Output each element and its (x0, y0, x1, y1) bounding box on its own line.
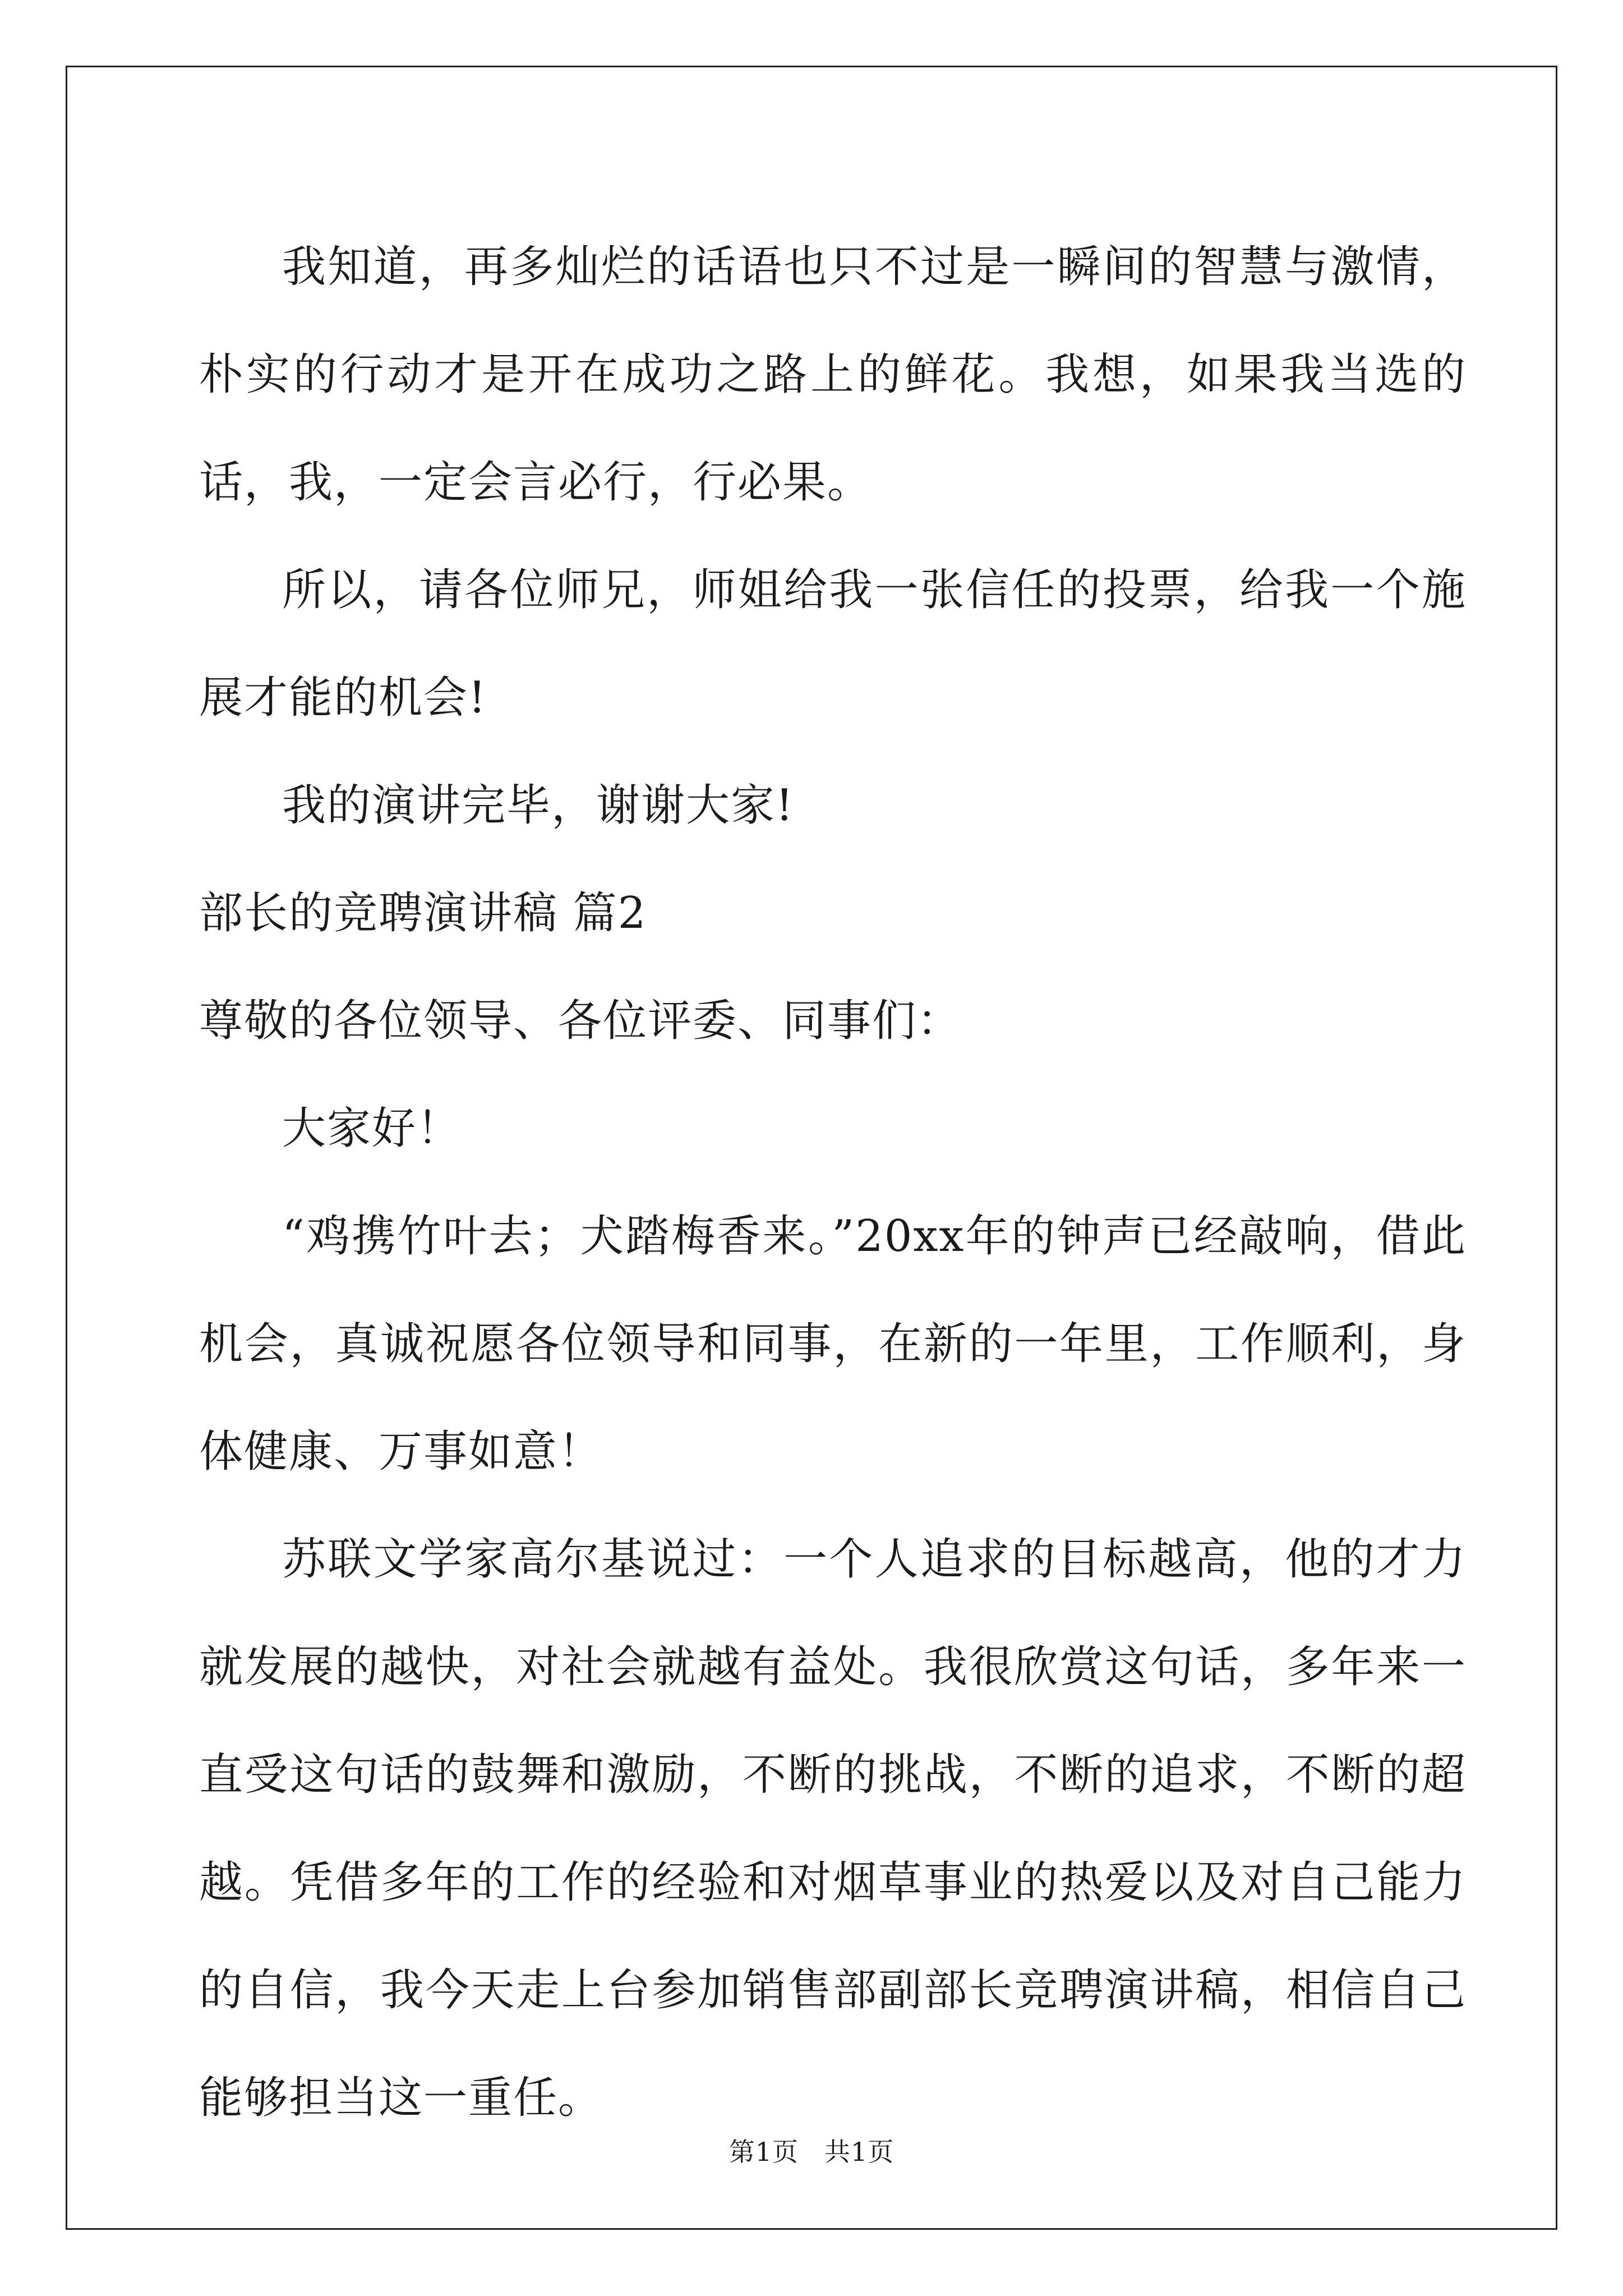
paragraph-2: 所以，请各位师兄，师姐给我一张信任的投票，给我一个施展才能的机会! (199, 565, 1467, 723)
paragraph-greeting: 大家好！ (282, 1103, 462, 1154)
page-footer (0, 2132, 1623, 2169)
document-body (199, 213, 1467, 2152)
section-heading: 部长的竞聘演讲稿 篇2 (199, 888, 647, 938)
page-total: 共1页 (824, 2137, 895, 2167)
paragraph-1: 我知道，再多灿烂的话语也只不过是一瞬间的智慧与激情，朴实的行动才是开在成功之路上的鲜花。我想，如果我当选的话，我，一定会言必行，行必果。 (199, 242, 1467, 508)
salutation: 尊敬的各位领导、各位评委、同事们： (199, 996, 962, 1046)
paragraph-3: 我的演讲完毕，谢谢大家! (282, 780, 795, 831)
paragraph-5: 苏联文学家高尔基说过：一个人追求的目标越高，他的才力就发展的越快，对社会就越有益处。我很欣赏这句话，多年来一直受这句话的鼓舞和激励，不断的挑战，不断的追求，不断的超越。凭借多年的工作的经验和对烟草事业的热爱以及对自己能力的自信，我今天走上台参加销售部副部长竞聘演讲稿，相信自己能够担当这一重任。 (199, 1534, 1467, 2123)
paragraph-4: “鸡携竹叶去；犬踏梅香来。”20xx年的钟声已经敲响，借此机会，真诚祝愿各位领导和同事，在新的一年里，工作顺利，身体健康、万事如意！ (199, 1211, 1467, 1477)
page-number: 第1页 (728, 2137, 799, 2167)
